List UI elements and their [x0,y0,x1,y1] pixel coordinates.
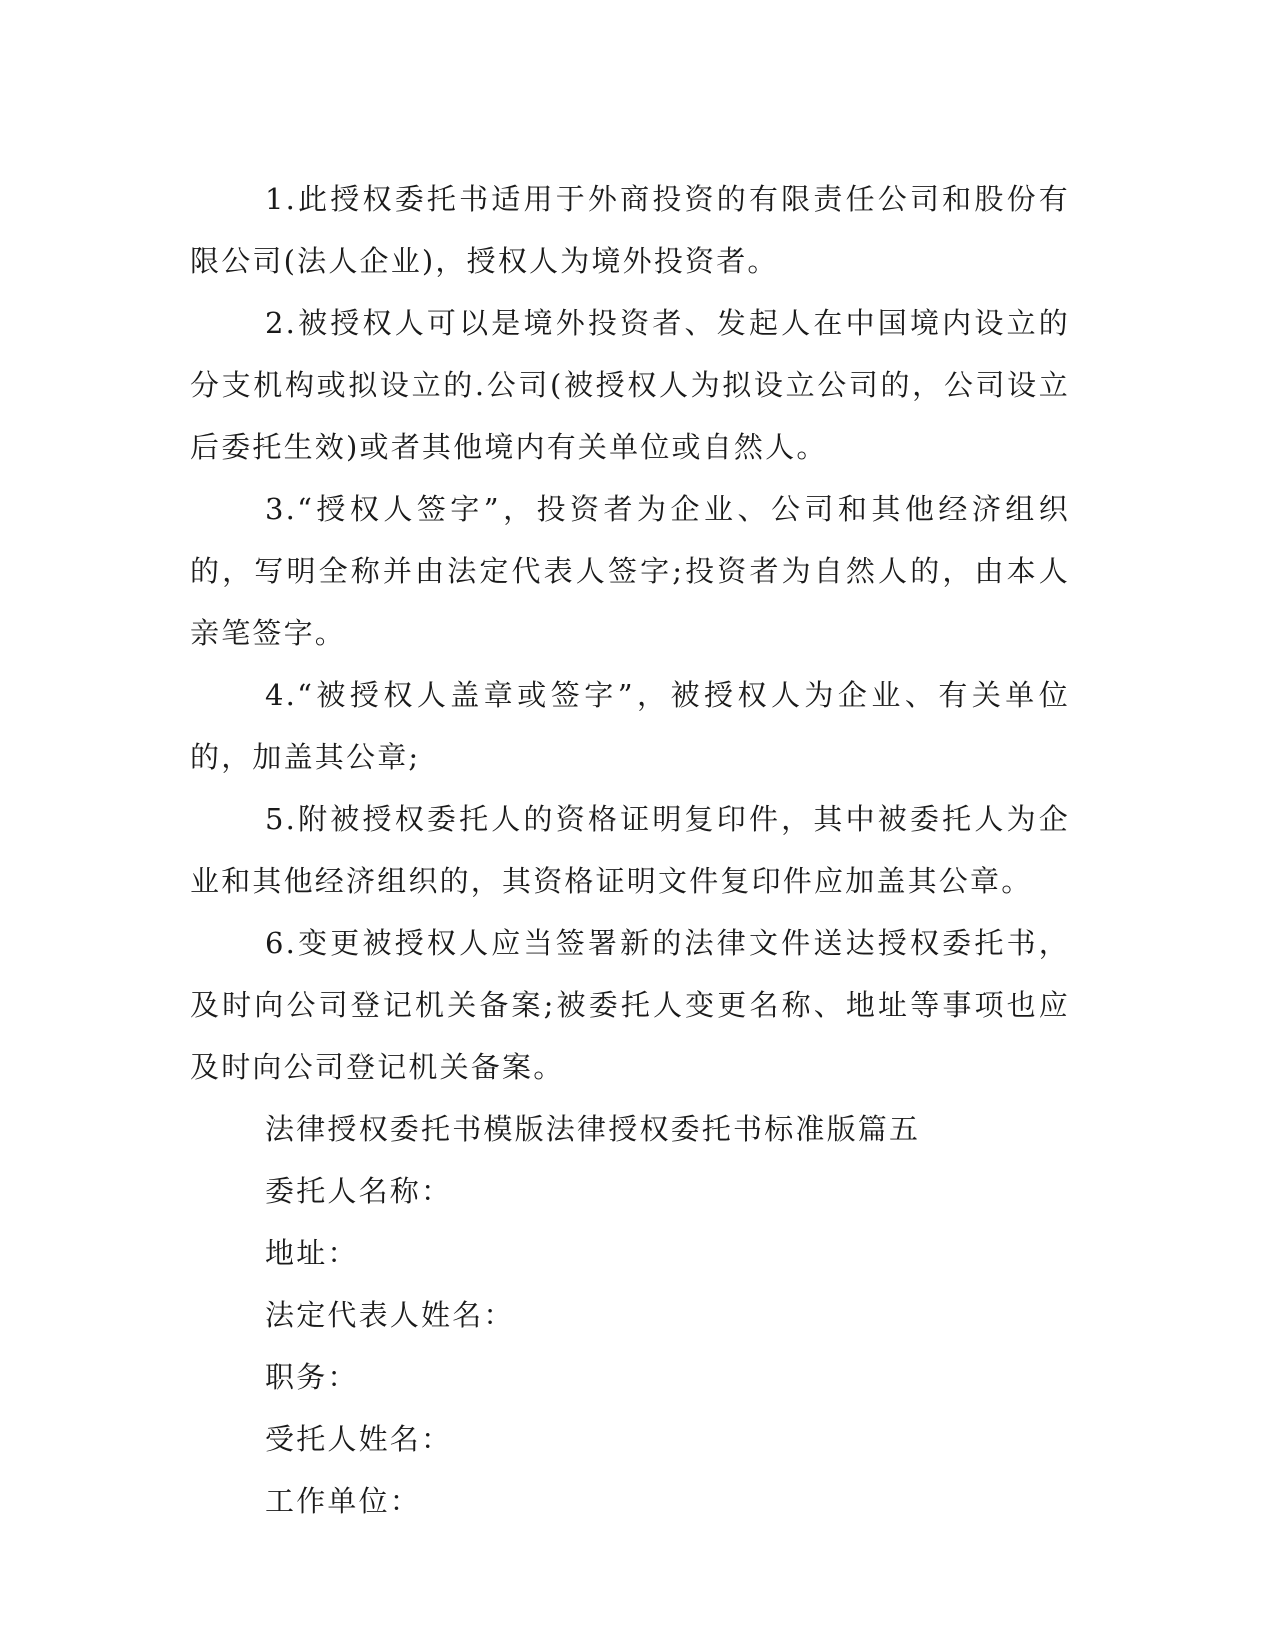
field-address: 地址： [265,1236,359,1270]
field-legal-representative: 法定代表人姓名： [265,1298,515,1332]
note-paragraph-2: 2.被授权人可以是境外投资者、发起人在中国境内设立的分支机构或拟设立的.公司(被授权人为拟设立公司的，公司设立后委托生效)或者其他境内有关单位或自然人。 [190,306,1070,464]
note-paragraph-1: 1.此授权委托书适用于外商投资的有限责任公司和股份有限公司(法人企业)，授权人为境外投资者。 [190,182,1070,278]
note-paragraph-6: 6.变更被授权人应当签署新的法律文件送达授权委托书，及时向公司登记机关备案;被委托人变更名称、地址等事项也应及时向公司登记机关备案。 [190,926,1070,1084]
field-principal-name: 委托人名称： [265,1174,453,1208]
section-title: 法律授权委托书模版法律授权委托书标准版篇五 [265,1112,921,1146]
field-work-unit: 工作单位： [265,1484,422,1518]
document-body [190,168,1070,1532]
field-agent-name: 受托人姓名： [265,1422,453,1456]
note-paragraph-3: 3.“授权人签字”，投资者为企业、公司和其他经济组织的，写明全称并由法定代表人签字;投资者为自然人的，由本人亲笔签字。 [190,492,1070,650]
field-position: 职务： [265,1360,359,1394]
note-paragraph-5: 5.附被授权委托人的资格证明复印件，其中被委托人为企业和其他经济组织的，其资格证明文件复印件应加盖其公章。 [190,802,1070,898]
note-paragraph-4: 4.“被授权人盖章或签字”，被授权人为企业、有关单位的，加盖其公章; [190,678,1070,774]
